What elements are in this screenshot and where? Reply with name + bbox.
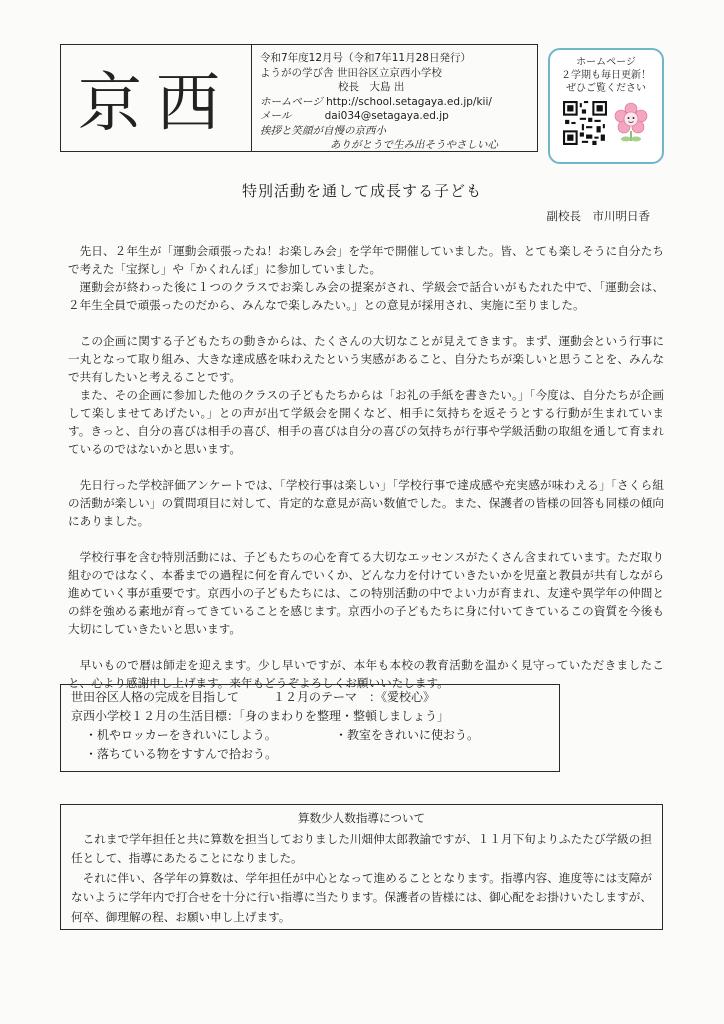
theme-line	[71, 688, 549, 707]
article-body	[68, 242, 664, 710]
paragraph: 早いもので暦は師走を迎えます。少し早いですが、本年も本校の教育活動を温かく見守っていただきましたこと、心より感謝申し上げます。来年もどうぞよろしくお願いいたします。	[68, 658, 664, 690]
homepage-box-line3: ぜひご覧ください	[566, 83, 646, 94]
goal-item: ・机やロッカーをきれいにしよう。	[85, 728, 277, 742]
school-name: ようがの学び舎 世田谷区立京西小学校	[260, 66, 442, 79]
principal-name: 校長 大島 出	[338, 81, 405, 93]
paragraph: 運動会が終わった後に１つのクラスでお楽しみ会の提案がされ、学級会で話合いがもたれた中で、「運動会は、２年生全員で頑張ったのだから、みんなで楽しみたい。」との意見が採用され、実施に至りました。	[68, 280, 664, 312]
life-goal: 京西小学校１２月の生活目標：「身のまわりを整理・整頓しましょう」	[71, 709, 450, 723]
notice-paragraph: これまで学年担任と共に算数を担当しておりました川畑伸太郎教諭ですが、１１月下旬よりふたたび学級の担任として、指導にあたることになりました。	[71, 831, 652, 865]
article-headline: 特別活動を通して成長する子ども	[241, 182, 482, 200]
masthead	[60, 44, 538, 152]
goal-item: ・教室をきれいに使おう。	[335, 728, 480, 742]
homepage-url[interactable]: http://school.setagaya.ed.jp/kii/	[326, 95, 492, 108]
mail-label: メール	[260, 110, 292, 122]
paragraph: 学校行事を含む特別活動には、子どもたちの心を育てる大切なエッセンスがたくさん含まれています。ただ取り組むのではなく、本番までの過程に何を育んでいくか、どんな力を付けていきたいかを児童と教員が共有しながら進めていく事が重要です。京西小の子どもたちには、この特別活動の中でよい力が育まれ、友達や異学年の仲間との絆を強める素地が育ってきていることを感じます。京西小の子どもたちに身に付いてきているこの資質を今後も大切にしていきたいと思います。	[68, 550, 664, 636]
monthly-theme-box	[60, 684, 560, 772]
mail-row	[260, 109, 529, 124]
issue-info: 令和7年度12月号（令和7年11月28日発行）	[260, 52, 471, 64]
homepage-label: ホームページ	[260, 95, 323, 108]
homepage-row	[260, 95, 529, 110]
flower-mascot-icon	[613, 101, 649, 145]
math-notice-box	[60, 804, 663, 930]
goal-item: ・落ちている物をすすんで拾おう。	[85, 747, 278, 761]
theme-intro: 世田谷区人格の完成を目指して	[71, 690, 240, 704]
homepage-box	[548, 48, 664, 164]
paragraph: また、その企画に参加した他のクラスの子どもたちからは「お礼の手紙を書きたい。」「今度は、自分たちが企画して楽しませてあげたい。」との声が出て学級会を開くなど、相手に気持ちを返そうとする行動が生まれています。きっと、自分の喜びは相手の喜び、相手の喜びは自分の喜びの気持ちが行事や学級活動の取組を通して育まれているのではないかと思います。	[68, 388, 664, 456]
notice-title: 算数少人数指導について	[297, 811, 426, 825]
article-author: 副校長 市川明日香	[546, 209, 650, 223]
notice-paragraph: それに伴い、各学年の算数は、学年担任が中心となって進めることとなります。指導内容、進度等には支障がないように学年内で打合せを十分に行い指導に当たります。保護者の皆様には、御心配をお掛けいたしますが、何卒、御理解の程、お願い申し上げます。	[71, 870, 652, 924]
theme-title: １２月のテーマ ：《愛校心》	[273, 690, 436, 704]
paragraph: 先日、２年生が「運動会頑張ったね！お楽しみ会」を学年で開催していました。皆、とても楽しそうに自分たちで考えた「宝探し」や「かくれんぼ」に参加していました。	[68, 244, 664, 276]
goal-items-row	[71, 726, 549, 745]
slogan-1: 挨拶と笑顔が自慢の京西小	[260, 124, 386, 137]
homepage-box-line2: ２学期も毎日更新！	[561, 70, 651, 81]
paragraph: 先日行った学校評価アンケートでは、「学校行事は楽しい」「学校行事で達成感や充実感が味わえる」「さくら組の活動が楽しい」の質問項目に対して、肯定的な意見が高い数値でした。また、保護者の皆様の回答も同様の傾向にありました。	[68, 478, 664, 528]
homepage-visuals	[550, 101, 662, 145]
masthead-info	[252, 45, 537, 151]
newsletter-title: 京西	[61, 45, 252, 151]
qr-code-icon[interactable]	[563, 101, 607, 145]
paragraph: この企画に関する子どもたちの動きからは、たくさんの大切なことが見えてきます。まず、運動会という行事に一丸となって取り組み、大きな達成感を味わえたという実感があること、自分たちが楽しいと思うことを、みんなで共有したいと考えることです。	[68, 334, 664, 384]
slogan-2: ありがとうで生み出そうやさしい心	[330, 139, 498, 151]
mail-address[interactable]: dai034@setagaya.ed.jp	[324, 110, 449, 122]
homepage-box-line1: ホームページ	[576, 57, 636, 68]
